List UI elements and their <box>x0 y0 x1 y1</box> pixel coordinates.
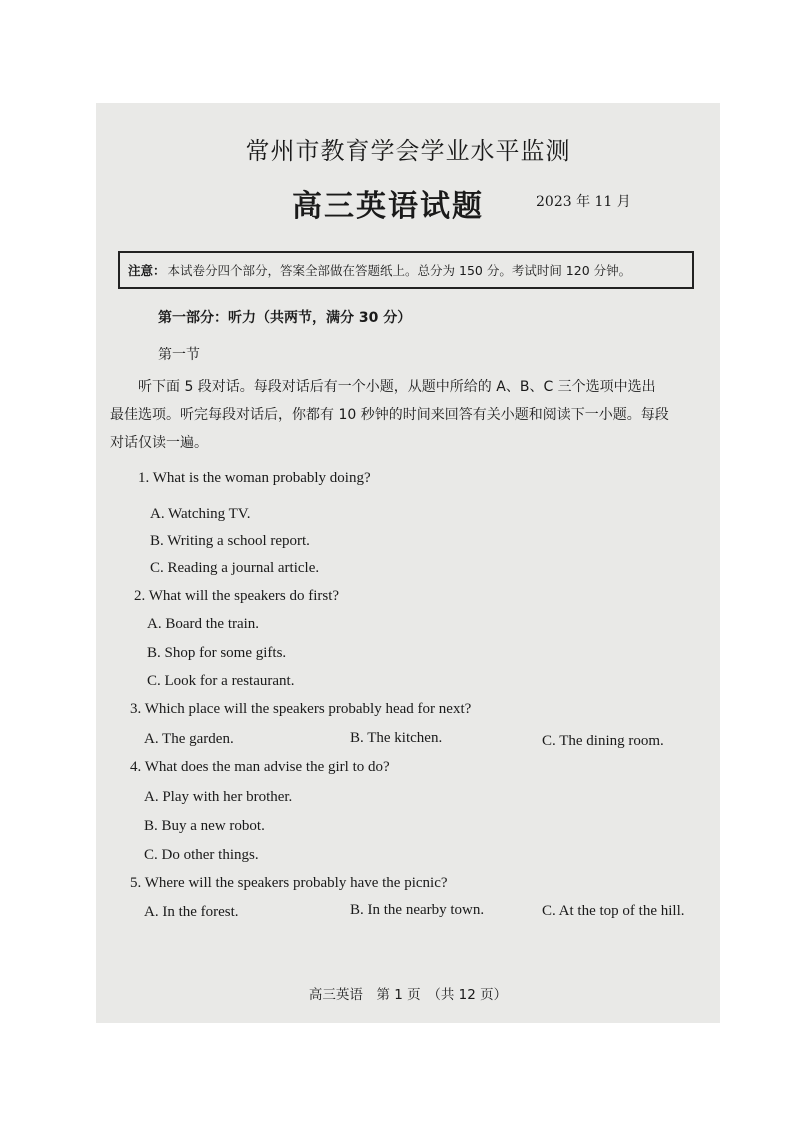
part-title: 第一部分：听力（共两节，满分 30 分） <box>158 310 412 326</box>
notice-text: 本试卷分四个部分，答案全部做在答题纸上。总分为 150 分。考试时间 120 分钟。 <box>167 263 632 278</box>
option-a: A. Watching TV. <box>150 506 251 522</box>
option-b: B. Writing a school report. <box>150 533 310 549</box>
notice-label: 注意： <box>128 263 166 278</box>
option-b: B. In the nearby town. <box>350 902 485 918</box>
option-a: A. The garden. <box>144 731 234 747</box>
option-c: C. The dining room. <box>542 733 664 749</box>
option-a: A. Play with her brother. <box>144 789 293 805</box>
option-c: C. Look for a restaurant. <box>147 673 295 689</box>
option-c: C. Do other things. <box>144 847 259 863</box>
option-b: B. Buy a new robot. <box>144 818 265 834</box>
section-title: 第一节 <box>158 347 200 363</box>
notice-box <box>118 251 694 289</box>
option-c: C. At the top of the hill. <box>542 903 685 919</box>
option-c: C. Reading a journal article. <box>150 560 320 576</box>
exam-organization: 常州市教育学会学业水平监测 <box>245 137 571 165</box>
exam-title: 高三英语试题 <box>292 189 484 224</box>
option-a: A. Board the train. <box>147 616 260 632</box>
question-stem: 1. What is the woman probably doing? <box>138 470 371 486</box>
question-stem: 2. What will the speakers do first? <box>134 588 340 604</box>
option-a: A. In the forest. <box>144 904 239 920</box>
option-b: B. The kitchen. <box>350 730 443 746</box>
question-stem: 5. Where will the speakers probably have the picnic? <box>130 875 448 891</box>
question-stem: 3. Which place will the speakers probably head for next? <box>130 701 472 717</box>
exam-page <box>96 103 720 1023</box>
option-b: B. Shop for some gifts. <box>147 645 287 661</box>
listening-instructions: 听下面 5 段对话。每段对话后有一个小题，从题中所给的 A、B、C 三个选项中选出 最佳选项。听完每段对话后，你都有 10 秒钟的时间来回答有关小题和阅读下一小题。每段 对话仅读一遍。 <box>110 379 669 451</box>
question-stem: 4. What does the man advise the girl to do? <box>130 759 390 775</box>
page-footer: 高三英语 第 1 页 （共 12 页） <box>308 987 508 1003</box>
exam-date: 2023 年 11 月 <box>536 194 631 210</box>
